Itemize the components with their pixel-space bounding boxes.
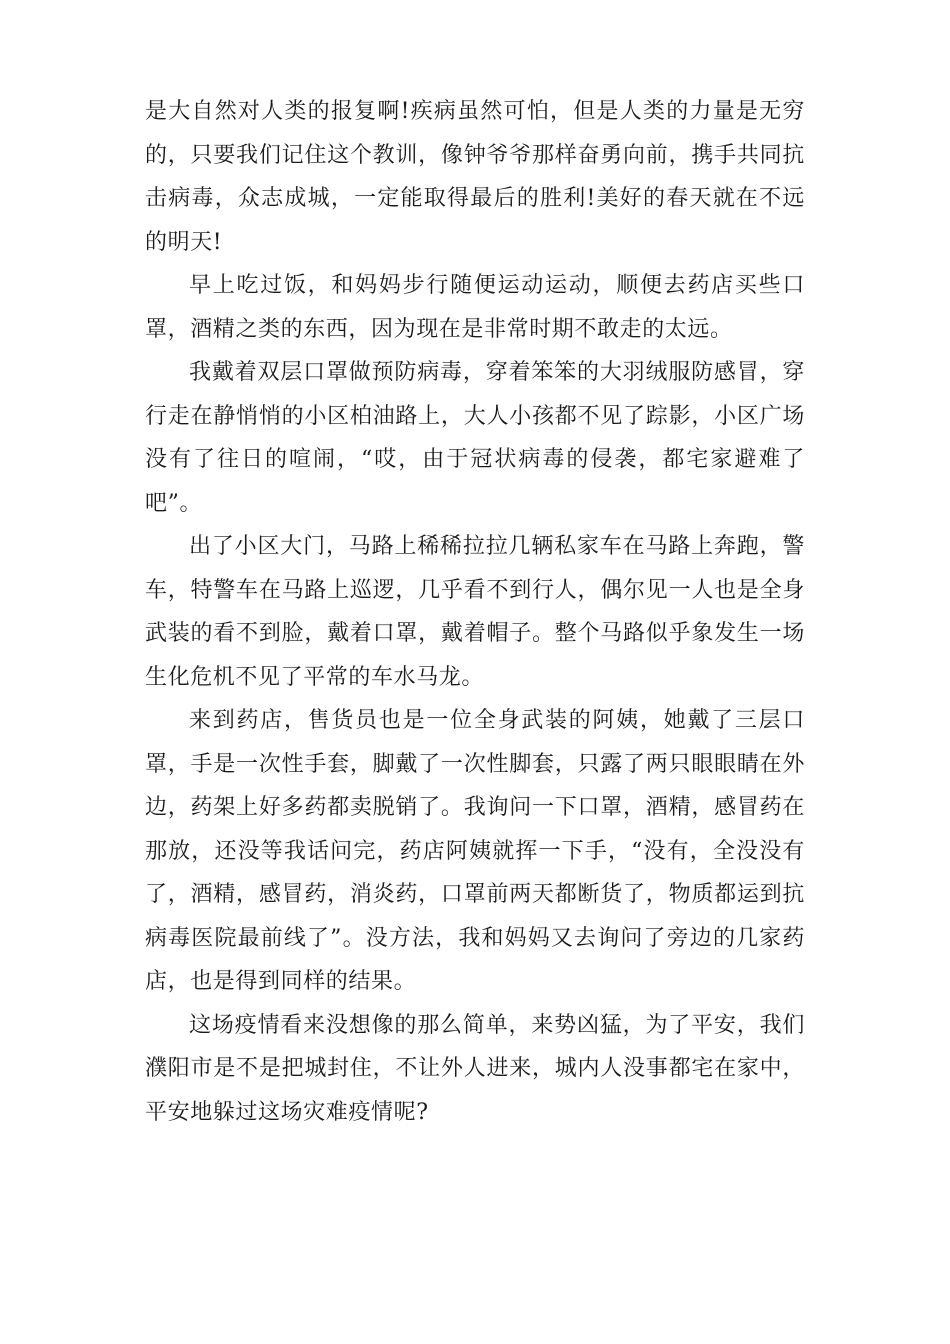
paragraph-quiet-community: 我戴着双层口罩做预防病毒，穿着笨笨的大羽绒服防感冒，穿行走在静悄悄的小区柏油路上，大人小孩都不见了踪影，小区广场没有了往日的喧闹，“哎，由于冠状病毒的侵袭，都宅家避难了吧”。 [145, 360, 805, 516]
paragraph-reflection: 这场疫情看来没想像的那么简单，来势凶猛，为了平安，我们濮阳市是不是把城封住，不让外人进来，城内人没事都宅在家中，平安地躲过这场灾难疫情呢? [145, 1012, 805, 1125]
paragraph-morning-walk: 早上吃过饭，和妈妈步行随便运动运动，顺便去药店买些口罩，酒精之类的东西，因为现在是非常时期不敢走的太远。 [145, 273, 805, 342]
document-body [145, 90, 805, 1134]
paragraph-continuation: 是大自然对人类的报复啊!疾病虽然可怕，但是人类的力量是无穷的，只要我们记住这个教训，像钟爷爷那样奋勇向前，携手共同抗击病毒，众志成城，一定能取得最后的胜利!美好的春天就在不远的明天! [145, 99, 805, 255]
paragraph-empty-road: 出了小区大门，马路上稀稀拉拉几辆私家车在马路上奔跑，警车，特警车在马路上巡逻，几乎看不到行人，偶尔见一人也是全身武装的看不到脸，戴着口罩，戴着帽子。整个马路似乎象发生一场生化危机不见了平常的车水马龙。 [145, 534, 805, 690]
paragraph-pharmacy: 来到药店，售货员也是一位全身武装的阿姨，她戴了三层口罩，手是一次性手套，脚戴了一次性脚套，只露了两只眼眼睛在外边，药架上好多药都卖脱销了。我询问一下口罩，酒精，感冒药在那放，还没等我话问完，药店阿姨就挥一下手，“没有，全没没有了，酒精，感冒药，消炎药，口罩前两天都断货了，物质都运到抗病毒医院最前线了”。没方法，我和妈妈又去询问了旁边的几家药店，也是得到同样的结果。 [145, 708, 805, 994]
